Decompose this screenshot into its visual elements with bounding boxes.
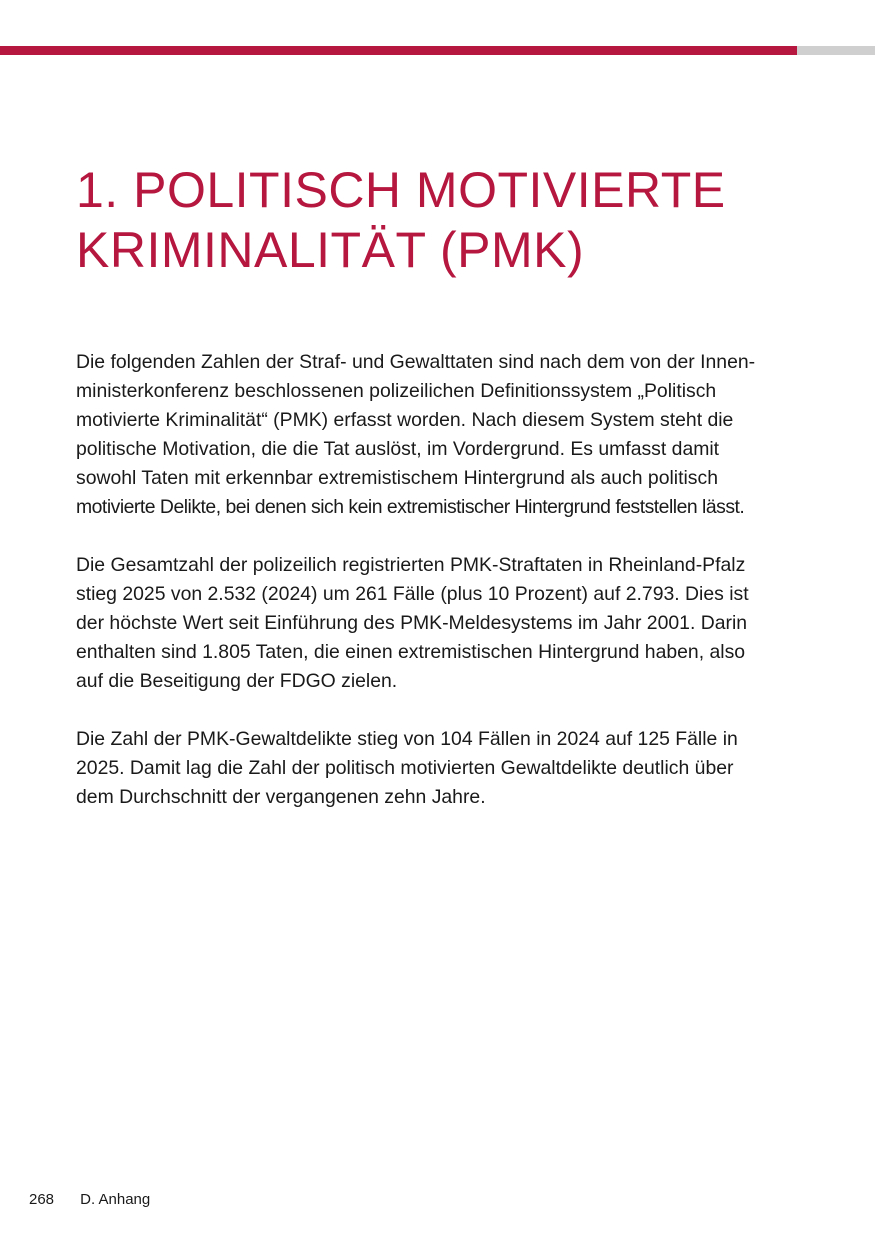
paragraph-pmk-violence [76,725,801,812]
text-line: Die Gesamtzahl der polizeilich registrierten PMK-Straftaten in Rheinland-Pfalz [76,554,746,576]
header-grey-rule [797,46,875,55]
text-line: dem Durchschnitt der vergangenen zehn Jahre. [76,786,486,808]
text-line: Die Zahl der PMK-Gewaltdelikte stieg von 104 Fällen in 2024 auf 125 Fälle in [76,728,738,750]
section-label: D. Anhang [80,1191,151,1208]
paragraph-pmk-totals [76,551,801,696]
text-line: 2025. Damit lag die Zahl der politisch motivierten Gewaltdelikte deutlich über [76,757,734,779]
text-line: der höchste Wert seit Einführung des PMK-Meldesystems im Jahr 2001. Darin [76,612,748,634]
page-title-line: KRIMINALITÄT (PMK) [76,222,585,278]
text-line: auf die Beseitigung der FDGO zielen. [76,670,398,692]
text-line: Die folgenden Zahlen der Straf- und Gewalttaten sind nach dem von der Innen- [76,351,756,373]
text-line: motivierte Kriminalität“ (PMK) erfasst worden. Nach diesem System steht die [76,409,734,431]
paragraph-pmk-definition [76,348,801,522]
body-text [76,348,801,841]
page-footer [29,1190,150,1210]
text-line: stieg 2025 von 2.532 (2024) um 261 Fälle (plus 10 Prozent) auf 2.793. Dies ist [76,583,749,605]
page-title [76,160,836,280]
page-number: 268 [29,1191,55,1208]
text-line: ministerkonferenz beschlossenen polizeilichen Definitionssystem „Politisch [76,380,717,402]
text-line: politische Motivation, die die Tat auslöst, im Vordergrund. Es umfasst damit [76,438,720,460]
text-line: motivierte Delikte, bei denen sich kein extremistischer Hintergrund feststellen lässt. [76,496,745,518]
text-line: enthalten sind 1.805 Taten, die einen extremistischen Hintergrund haben, also [76,641,746,663]
page-title-line: 1. POLITISCH MOTIVIERTE [76,162,726,218]
text-line: sowohl Taten mit erkennbar extremistischem Hintergrund als auch politisch [76,467,718,489]
header-accent-rule [0,46,797,55]
